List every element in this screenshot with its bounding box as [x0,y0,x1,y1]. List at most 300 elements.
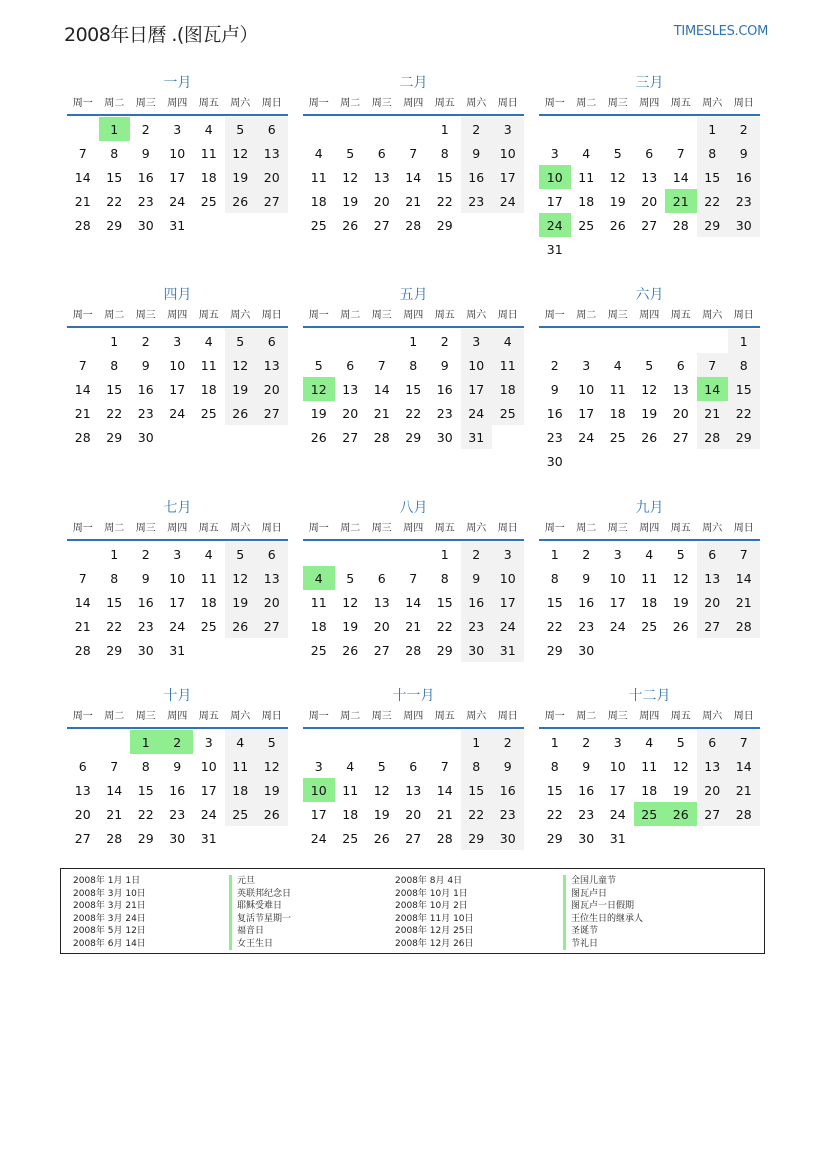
weekday-label: 周一 [72,523,93,534]
day-cell: 9 [582,758,591,774]
day-cell: 9 [461,566,493,590]
weekday-header [303,519,524,541]
empty-cell [335,730,367,754]
day-cell: 4 [204,546,213,562]
month-block [303,72,524,237]
weekday-header [539,94,760,116]
day-cell: 16 [137,594,154,610]
day-cell: 29 [461,826,493,850]
weekday-label: 周五 [198,523,219,534]
day-cell: 9 [582,570,591,586]
weekday-label: 周二 [104,523,125,534]
weekday-label: 周二 [340,310,361,321]
day-cell: 26 [256,802,288,826]
day-grid [67,329,288,449]
day-cell: 3 [492,117,524,141]
holiday-name: 图瓦卢日 [563,888,643,901]
day-cell: 4 [492,329,524,353]
holiday-name: 全国儿童节 [563,875,643,888]
weekday-label: 周三 [371,523,392,534]
holiday-names-right [563,875,643,950]
day-cell: 17 [492,590,524,614]
holiday-name: 女王生日 [229,938,291,951]
day-cell: 22 [106,618,123,634]
empty-cell [539,329,571,353]
month-name: 二月 [399,75,428,91]
day-cell: 29 [546,642,563,658]
empty-cell [303,117,335,141]
day-cell: 19 [373,806,390,822]
day-cell: 12 [609,169,626,185]
day-cell: 14 [74,169,91,185]
weekday-header [67,94,288,116]
weekday-label: 周六 [466,310,487,321]
weekday-label: 周四 [167,523,188,534]
day-cell: 5 [225,329,257,353]
day-cell: 1 [697,117,729,141]
day-cell: 25 [641,618,658,634]
weekday-label: 周五 [198,98,219,109]
day-cell: 5 [314,357,323,373]
day-cell: 2 [141,546,150,562]
day-cell: 28 [728,614,760,638]
day-cell: 21 [728,778,760,802]
day-cell: 15 [461,778,493,802]
day-cell: 19 [225,590,257,614]
month-name: 十一月 [392,688,435,704]
day-cell: 15 [697,165,729,189]
day-cell: 2 [461,117,493,141]
day-cell: 7 [78,145,87,161]
day-cell: 11 [609,381,626,397]
day-cell: 14 [405,594,422,610]
day-cell: 22 [137,806,154,822]
day-cell: 3 [314,758,323,774]
weekday-label: 周日 [497,523,518,534]
weekday-label: 周五 [434,98,455,109]
day-cell: 19 [672,782,689,798]
day-cell: 17 [200,782,217,798]
weekday-label: 周日 [261,310,282,321]
day-cell: 12 [225,141,257,165]
day-cell: 11 [310,169,327,185]
empty-cell [335,117,367,141]
day-cell: 1 [550,546,559,562]
day-cell: 27 [405,830,422,846]
day-cell: 6 [346,357,355,373]
day-cell: 1 [550,734,559,750]
day-cell: 10 [578,381,595,397]
holiday-day-cell: 21 [665,189,697,213]
day-cell: 18 [310,193,327,209]
weekday-label: 周一 [72,98,93,109]
holiday-day-cell: 2 [162,730,194,754]
month-name: 六月 [635,287,664,303]
day-cell: 8 [728,353,760,377]
weekday-label: 周六 [230,523,251,534]
day-cell: 13 [373,169,390,185]
day-cell: 6 [676,357,685,373]
day-cell: 28 [74,642,91,658]
month-block [539,685,760,850]
empty-cell [398,117,430,141]
holiday-date: 2008年 11月 10日 [395,913,474,924]
month-block [539,72,760,261]
holiday-date: 2008年 1月 1日 [73,876,141,886]
day-cell: 24 [169,618,186,634]
day-cell: 27 [256,189,288,213]
holiday-day-cell: 12 [303,377,335,401]
holiday-day-cell: 24 [539,213,571,237]
day-cell: 6 [697,542,729,566]
day-cell: 4 [645,734,654,750]
day-cell: 4 [314,145,323,161]
day-cell: 6 [256,542,288,566]
day-grid [539,329,760,473]
day-cell: 21 [697,401,729,425]
weekday-label: 周一 [72,310,93,321]
day-cell: 6 [256,117,288,141]
day-cell: 18 [609,405,626,421]
empty-cell [366,329,398,353]
day-cell: 25 [200,618,217,634]
day-cell: 2 [461,542,493,566]
day-cell: 22 [461,802,493,826]
day-cell: 20 [641,193,658,209]
day-cell: 15 [436,169,453,185]
day-cell: 5 [676,546,685,562]
day-cell: 5 [346,570,355,586]
weekday-label: 周五 [198,310,219,321]
day-cell: 2 [141,333,150,349]
weekday-label: 周二 [340,711,361,722]
day-cell: 22 [405,405,422,421]
month-block [303,284,524,449]
day-cell: 11 [200,145,217,161]
weekday-label: 周二 [340,523,361,534]
day-cell: 15 [106,381,123,397]
day-cell: 10 [169,357,186,373]
day-cell: 24 [492,189,524,213]
day-cell: 29 [106,217,123,233]
day-cell: 23 [137,618,154,634]
day-cell: 15 [106,594,123,610]
day-cell: 21 [405,193,422,209]
day-cell: 19 [225,377,257,401]
day-cell: 9 [141,145,150,161]
day-cell: 10 [461,353,493,377]
day-cell: 22 [546,806,563,822]
weekday-label: 周五 [198,711,219,722]
day-cell: 21 [728,590,760,614]
empty-cell [602,117,634,141]
day-cell: 26 [641,429,658,445]
day-cell: 18 [200,169,217,185]
day-cell: 27 [256,614,288,638]
day-cell: 12 [672,758,689,774]
holiday-date: 2008年 8月 4日 [395,876,463,886]
day-cell: 31 [169,642,186,658]
day-cell: 5 [645,357,654,373]
day-cell: 16 [461,590,493,614]
day-cell: 28 [728,802,760,826]
day-cell: 14 [74,594,91,610]
empty-cell [665,117,697,141]
weekday-header [539,707,760,729]
day-cell: 7 [409,570,418,586]
day-cell: 27 [74,830,91,846]
month-block [539,497,760,662]
page-title: 2008年日曆 .(图瓦卢） [64,24,258,46]
day-cell: 11 [225,754,257,778]
day-cell: 29 [405,429,422,445]
day-cell: 15 [106,169,123,185]
holiday-name: 图瓦卢一日假期 [563,900,643,913]
day-cell: 4 [204,121,213,137]
day-cell: 13 [256,353,288,377]
day-grid [539,542,760,662]
holiday-day-cell: 10 [539,165,571,189]
day-cell: 24 [609,618,626,634]
month-block [67,72,288,237]
day-grid [303,730,524,850]
site-url[interactable]: TIMESLES.COM [673,24,768,39]
day-cell: 13 [342,381,359,397]
day-cell: 9 [141,570,150,586]
day-cell: 5 [256,730,288,754]
weekday-label: 周六 [230,711,251,722]
day-cell: 22 [436,193,453,209]
month-name: 十二月 [628,688,671,704]
day-cell: 9 [461,141,493,165]
weekday-header [67,519,288,541]
day-cell: 16 [578,594,595,610]
day-cell: 11 [641,570,658,586]
day-cell: 20 [256,165,288,189]
weekday-label: 周二 [104,98,125,109]
day-cell: 27 [373,217,390,233]
day-cell: 4 [582,145,591,161]
day-cell: 4 [645,546,654,562]
day-cell: 10 [492,141,524,165]
day-cell: 23 [461,614,493,638]
day-cell: 23 [546,429,563,445]
empty-cell [665,329,697,353]
day-cell: 18 [641,782,658,798]
day-cell: 18 [578,193,595,209]
holiday-date: 2008年 3月 24日 [73,913,146,924]
weekday-label: 周三 [135,711,156,722]
holiday-date: 2008年 12月 25日 [395,926,474,936]
weekday-header [303,94,524,116]
day-cell: 22 [546,618,563,634]
day-cell: 20 [697,778,729,802]
day-cell: 26 [310,429,327,445]
empty-cell [67,542,99,566]
weekday-label: 周四 [167,310,188,321]
day-cell: 21 [74,193,91,209]
weekday-label: 周二 [104,711,125,722]
day-cell: 4 [204,333,213,349]
day-cell: 31 [200,830,217,846]
day-cell: 21 [74,618,91,634]
day-cell: 18 [641,594,658,610]
day-cell: 23 [436,405,453,421]
day-cell: 15 [436,594,453,610]
day-cell: 15 [405,381,422,397]
day-cell: 2 [582,734,591,750]
day-cell: 12 [225,353,257,377]
holiday-names-left [229,875,291,950]
empty-cell [571,329,603,353]
day-cell: 28 [697,425,729,449]
day-cell: 6 [256,329,288,353]
day-cell: 1 [440,546,449,562]
holiday-name: 元旦 [229,875,291,888]
day-grid [539,730,760,850]
day-cell: 30 [169,830,186,846]
empty-cell [67,117,99,141]
empty-cell [366,730,398,754]
day-cell: 8 [110,145,119,161]
day-cell: 17 [492,165,524,189]
holiday-date: 2008年 6月 14日 [73,938,146,949]
day-cell: 17 [578,405,595,421]
day-grid [303,117,524,237]
weekday-label: 周四 [403,711,424,722]
day-cell: 2 [141,121,150,137]
day-cell: 16 [169,782,186,798]
day-cell: 12 [641,381,658,397]
weekday-header [67,306,288,328]
weekday-label: 周一 [544,711,565,722]
day-cell: 25 [310,217,327,233]
day-cell: 27 [697,614,729,638]
empty-cell [697,329,729,353]
day-cell: 5 [676,734,685,750]
day-cell: 1 [728,329,760,353]
day-cell: 23 [169,806,186,822]
weekday-header [303,306,524,328]
day-cell: 23 [492,802,524,826]
day-cell: 30 [461,638,493,662]
month-name: 九月 [635,500,664,516]
day-cell: 25 [200,193,217,209]
weekday-label: 周日 [497,711,518,722]
day-cell: 23 [728,189,760,213]
day-cell: 16 [578,782,595,798]
day-cell: 8 [461,754,493,778]
day-cell: 30 [436,429,453,445]
weekday-label: 周五 [434,711,455,722]
day-cell: 28 [405,217,422,233]
empty-cell [67,730,99,754]
weekday-label: 周二 [576,310,597,321]
day-cell: 14 [436,782,453,798]
day-cell: 7 [697,353,729,377]
holiday-day-cell: 26 [665,802,697,826]
day-cell: 31 [546,241,563,257]
day-cell: 8 [550,570,559,586]
empty-cell [602,329,634,353]
month-name: 五月 [399,287,428,303]
day-grid [67,542,288,662]
weekday-label: 周日 [733,523,754,534]
day-cell: 13 [697,566,729,590]
month-name: 十月 [163,688,192,704]
month-name: 七月 [163,500,192,516]
day-cell: 31 [169,217,186,233]
day-cell: 27 [697,802,729,826]
holiday-name: 王位生日的继承人 [563,913,643,926]
day-cell: 31 [461,425,493,449]
holiday-day-cell: 1 [130,730,162,754]
day-cell: 22 [106,193,123,209]
weekday-label: 周三 [135,523,156,534]
empty-cell [634,329,666,353]
month-block [67,685,288,850]
weekday-label: 周三 [607,523,628,534]
day-cell: 30 [137,217,154,233]
day-cell: 8 [141,758,150,774]
day-cell: 11 [200,570,217,586]
day-cell: 1 [440,121,449,137]
day-cell: 28 [74,217,91,233]
weekday-label: 周六 [702,523,723,534]
empty-cell [571,117,603,141]
day-cell: 19 [342,193,359,209]
day-cell: 13 [672,381,689,397]
day-cell: 15 [546,594,563,610]
weekday-label: 周四 [639,310,660,321]
day-cell: 13 [641,169,658,185]
weekday-label: 周四 [639,711,660,722]
weekday-label: 周二 [576,523,597,534]
weekday-label: 周一 [544,310,565,321]
weekday-label: 周三 [135,98,156,109]
day-cell: 8 [550,758,559,774]
day-cell: 14 [405,169,422,185]
weekday-label: 周三 [371,310,392,321]
holiday-date: 2008年 10月 2日 [395,901,468,911]
day-cell: 28 [672,217,689,233]
day-cell: 29 [436,217,453,233]
day-cell: 16 [137,169,154,185]
day-cell: 6 [409,758,418,774]
weekday-header [303,707,524,729]
day-cell: 28 [405,642,422,658]
day-cell: 21 [436,806,453,822]
day-cell: 7 [78,357,87,373]
day-cell: 16 [137,381,154,397]
day-cell: 24 [169,405,186,421]
day-cell: 15 [546,782,563,798]
day-cell: 2 [550,357,559,373]
weekday-label: 周六 [466,711,487,722]
day-cell: 16 [728,165,760,189]
weekday-label: 周日 [733,711,754,722]
weekday-label: 周一 [308,711,329,722]
day-cell: 3 [613,734,622,750]
weekday-header [539,519,760,541]
day-cell: 7 [728,730,760,754]
month-name: 八月 [399,500,428,516]
holiday-name: 节礼日 [563,938,643,951]
day-cell: 8 [440,570,449,586]
day-cell: 25 [310,642,327,658]
weekday-label: 周三 [607,310,628,321]
weekday-label: 周三 [371,711,392,722]
